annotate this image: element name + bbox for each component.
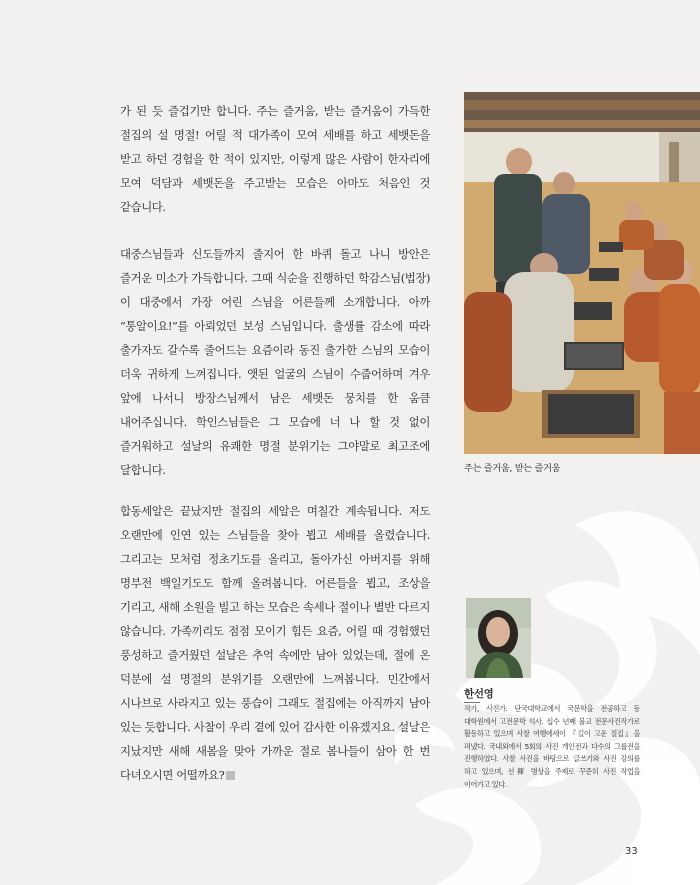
photo-caption: 주는 즐거움, 받는 즐거움: [464, 463, 561, 474]
author-portrait: [466, 598, 531, 678]
author-name: 한선영: [464, 688, 494, 700]
end-mark-icon: [226, 771, 235, 780]
article-paragraph: 가 된 듯 즐겁기만 합니다. 주는 즐거움, 받는 즐거움이 가득한 절집의 설 명절! 어릴 적 대가족이 모여 세배를 하고 세뱃돈을 받고 하던 경험을 한 적이 있지만, 이렇게 많은 사람이 한자리에 모여 덕담과 세뱃돈을 주고받는 모습은 아마도 처음인 것 같습니다.: [120, 104, 430, 215]
article-paragraph-text: 합동세알은 끝났지만 절집의 세알은 며칠간 계속됩니다. 저도 오랜만에 인연 있는 스님들을 찾아 뵙고 세배를 올렸습니다. 그리고는 모처럼 정초기도를 올리고, 돌아가신 아버지를 위해 명부전 백일기도도 함께 올려봅니다. 어른들을 뵙고, 조상을 기리고, 새해 소원을 빌고 하는 모습은 속세나 절이나 별반 다르지 않습니다. 가족끼리도 점점 모이기 힘든 요즘, 어릴 때 경험했던 풍성하고 즐거웠던 설날은 추억 속에만 남아 있었는데, 절에 온 덕분에 설 명절의 분위기를 오랜만에 느껴봅니다. 민간에서 시나브로 사라지고 있는 풍습이 그래도 절집에는 아직까지 남아 있는 듯합니다. 사찰이 우리 곁에 있어 감사한 이유겠지요. 설날은 지났지만 새해 새봄을 맞아 가까운 절로 봄나들이 삼아 한 번 다녀오시면 어떨까요?: [120, 504, 430, 783]
article-photo: [464, 92, 700, 454]
article-paragraph: 대중스님들과 신도들까지 줄지어 한 바퀴 돌고 나니 방안은 즐거운 미소가 가득합니다. 그때 식순을 진행하던 학감스님(법장)이 대중에서 가장 어린 스님을 어른들께 소개합니다. 아까 “통알이요!”를 아뢰었던 보성 스님입니다. 출생률 감소에 따라 출가자도 갈수록 줄어드는 요즘이라 동진 출가한 스님의 모습이 더욱 귀하게 느껴집니다. 앳된 얼굴의 스님이 수줍어하며 겨우 앞에 나서니 방장스님께서 남은 세뱃돈 뭉치를 한 움큼 내어주십니다. 학인스님들은 그 모습에 너 나 할 것 없이 즐거워하고 설날의 유쾌한 명절 분위기는 그야말로 최고조에 달합니다.: [120, 247, 430, 478]
decorative-flourish: [395, 485, 700, 885]
author-bio: 작가, 사진가. 단국대학교에서 국문학을 전공하고 동 대학원에서 고전문학 석사. 십수 년째 불교 전문사진작가로 활동하고 있으며 사찰 여행에세이 『길이 고운 절집』을 펴냈다. 국내외에서 5회의 사진 개인전과 다수의 그룹전을 진행하였다. 사찰 사진을 바탕으로 글쓰기와 사진 강의를 하고 있으며, 선禪 명상을 주제로 꾸준히 사진 작업을 이어가고 있다.: [464, 704, 640, 789]
page-number: 33: [625, 846, 638, 857]
article-paragraph: [120, 499, 430, 787]
